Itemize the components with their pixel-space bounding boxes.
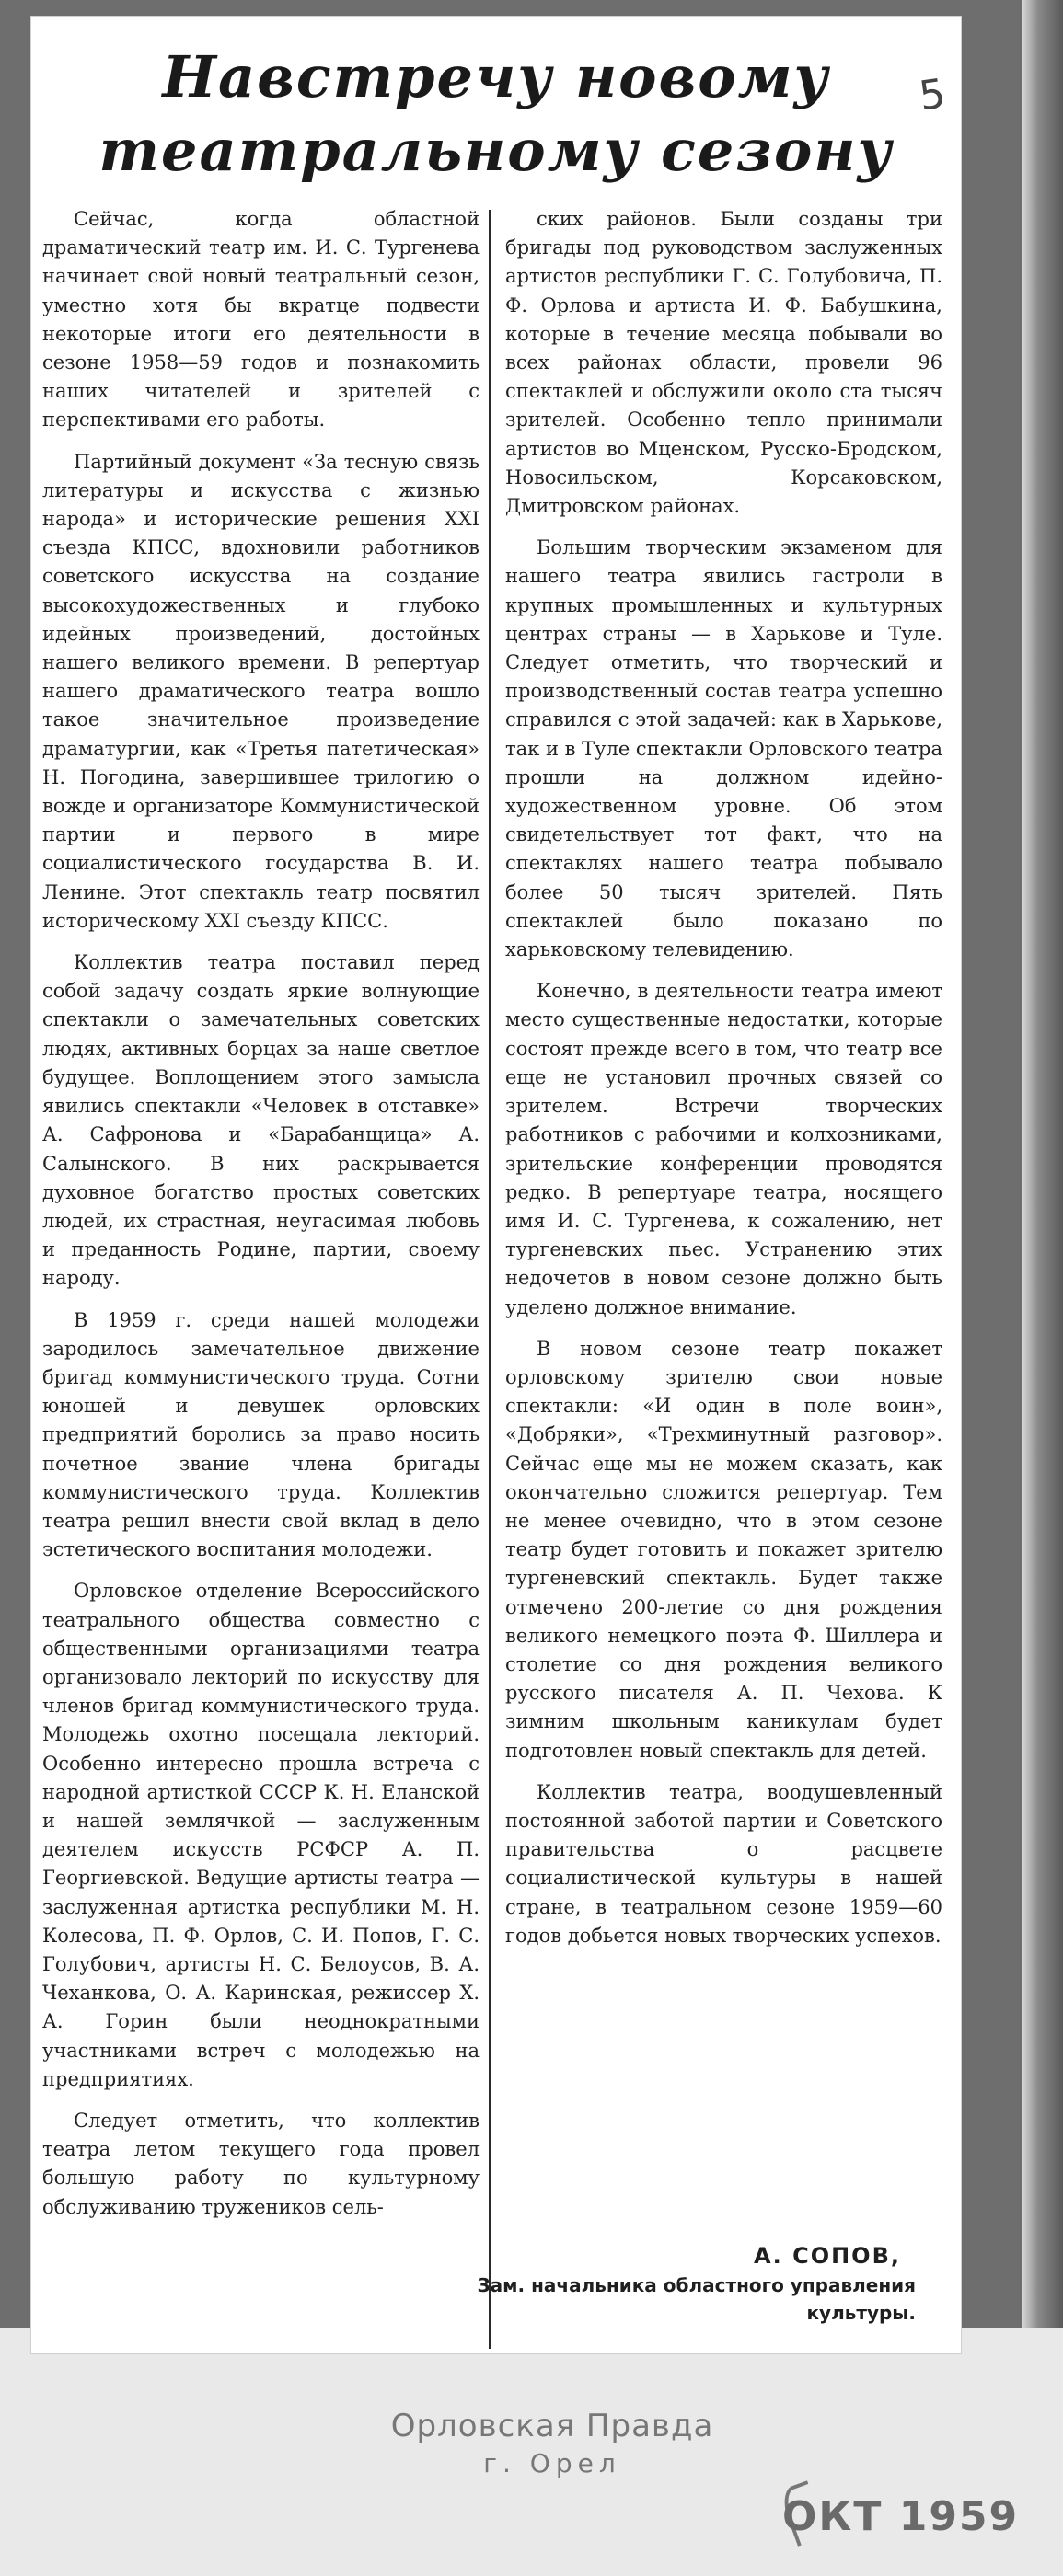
newspaper-clipping xyxy=(31,17,961,2353)
column-divider xyxy=(489,210,491,2349)
newspaper-stamp xyxy=(350,2406,755,2481)
paragraph: В новом сезоне театр покажет орловскому зрителю свои новые спектакли: «И один в поле воин», «Добряки», «Трехминутный разговор». Сейчас еще мы не можем сказать, как окончательно сложится репертуар. Тем не менее очевидно, что в этом сезоне театр будет готовить и покажет зрителю тургеневский спектакль. Будет также отмечено 200-летие со дня рождения великого немецкого поэта Ф. Шиллера и столетие со дня рождения великого русского писателя А. П. Чехова. К зимним школьным каникулам будет подготовлен новый спектакль для детей. xyxy=(505,1337,942,1762)
right-column xyxy=(505,205,942,1963)
date-stamp: ОКТ 1959 xyxy=(782,2493,1020,2540)
stamp-newspaper-name: Орловская Правда xyxy=(390,2408,714,2444)
paragraph: Коллектив театра поставил перед собой задачу создать яркие волнующие спектакли о замечательных советских людях, активных борцах за наше светлое будущее. Воплощением этого замысла явились спектакли «Человек в отставке» А. Сафронова и «Барабанщица» А. Салынского. В них раскрывается духовное богатство простых советских людей, их страстная, неугасимая любовь и преданность Родине, партии, своему народу. xyxy=(42,951,480,1290)
left-column xyxy=(42,205,480,2235)
author-role: Зам. начальника областного управления культуры. xyxy=(477,2274,916,2324)
headline-line-1: Навстречу новому xyxy=(162,43,830,110)
paragraph: Сейчас, когда областной драматический театр им. И. С. Тургенева начинает свой новый театральный сезон, уместно хотя бы вкратце подвести некоторые итоги его деятельности в сезоне 1958—59 годов и познакомить наших читателей и зрителей с перспективами его работы. xyxy=(42,208,480,431)
paragraph: Коллектив театра, воодушевленный постоянной заботой партии и Советского правительства о расцвете социалистической культуры в нашей стране, в театральном сезоне 1959—60 годов добьется новых творческих успехов. xyxy=(505,1780,942,1947)
headline-line-2: театральному сезону xyxy=(98,117,894,184)
stamp-city: г. Орел xyxy=(483,2448,621,2478)
paragraph: В 1959 г. среди нашей молодежи зародилось замечательное движение бригад коммунистического труда. Сотни юношей и девушек орловских предприятий боролись за право носить почетное звание члена бригады коммунистического труда. Коллектив театра решил внести свой вклад в дело эстетического воспитания молодежи. xyxy=(42,1308,480,1561)
article-headline xyxy=(31,40,961,188)
paragraph: Конечно, в деятельности театра имеют место существенные недостатки, которые состоят прежде всего в том, что театр все еще не установил прочных связей со зрителем. Встречи творческих работников с рабочими и колхозниками, зрительские конференции проводятся редко. В репертуаре театра, носящего имя И. С. Тургенева, к сожалению, нет тургеневских пьес. Устранению этих недочетов в новом сезоне должно быть уделено должное внимание. xyxy=(505,980,942,1318)
paragraph: ских районов. Были созданы три бригады под руководством заслуженных артистов республики Г. С. Голубовича, П. Ф. Орлова и артиста И. Ф. Бабушкина, которые в течение месяца побывали во всех районах области, провели 96 спектаклей и обслужили около ста тысяч зрителей. Особенно тепло принимали артистов во Мценском, Русско-Бродском, Новосильском, Корсаковском, Дмитровском районах. xyxy=(505,208,942,518)
handwritten-page-mark: 5 xyxy=(916,70,949,121)
paragraph: Партийный документ «За тесную связь литературы и искусства с жизнью народа» и исторические решения XXI съезда КПСС, вдохновили работников советского искусства на создание высокохудожественных и глубоко идейных произведений, достойных нашего великого времени. В репертуар нашего драматического театра вошло такое значительное произведение драматургии, как «Третья патетическая» Н. Погодина, завершившее трилогию о вожде и организаторе Коммунистической партии и первого в мире социалистического государства В. И. Ленине. Этот спектакль театр посвятил историческому XXI съезду КПСС. xyxy=(42,450,480,932)
author-name: А. СОПОВ, xyxy=(754,2243,901,2269)
paragraph: Большим творческим экзаменом для нашего театра явились гастроли в крупных промышленных и культурных центрах страны — в Харькове и Туле. Следует отметить, что творческий и производственный состав театра успешно справился с этой задачей: как в Харькове, так и в Туле спектакли Орловского театра прошли на должном идейно-художественном уровне. Об этом свидетельствует тот факт, что на спектаклях нашего театра побывало более 50 тысяч зрителей. Пять спектаклей было показано по харьковскому телевидению. xyxy=(505,536,942,961)
author-signature xyxy=(474,2240,916,2327)
scan-background-edge xyxy=(1022,0,1063,2576)
paragraph: Следует отметить, что коллектив театра летом текущего года провел большую работу по культурному обслуживанию тружеников сель- xyxy=(42,2110,480,2218)
paragraph: Орловское отделение Всероссийского театрального общества совместно с общественными организациями театра организовало лекторий по искусству для членов бригад коммунистического труда. Молодежь охотно посещала лекторий. Особенно интересно прошла встреча с народной артисткой СССР К. Н. Еланской и нашей землячкой — заслуженным деятелем искусств РСФСР А. П. Георгиевской. Ведущие артисты театра — заслуженная артистка республики М. Н. Колесова, П. Ф. Орлов, С. И. Попов, Г. С. Голубович, артисты Н. С. Белоусов, В. А. Чеханкова, О. А. Каринская, режиссер Х. А. Горин были неоднократными участниками встреч с молодежью на предприятиях. xyxy=(42,1580,480,2090)
